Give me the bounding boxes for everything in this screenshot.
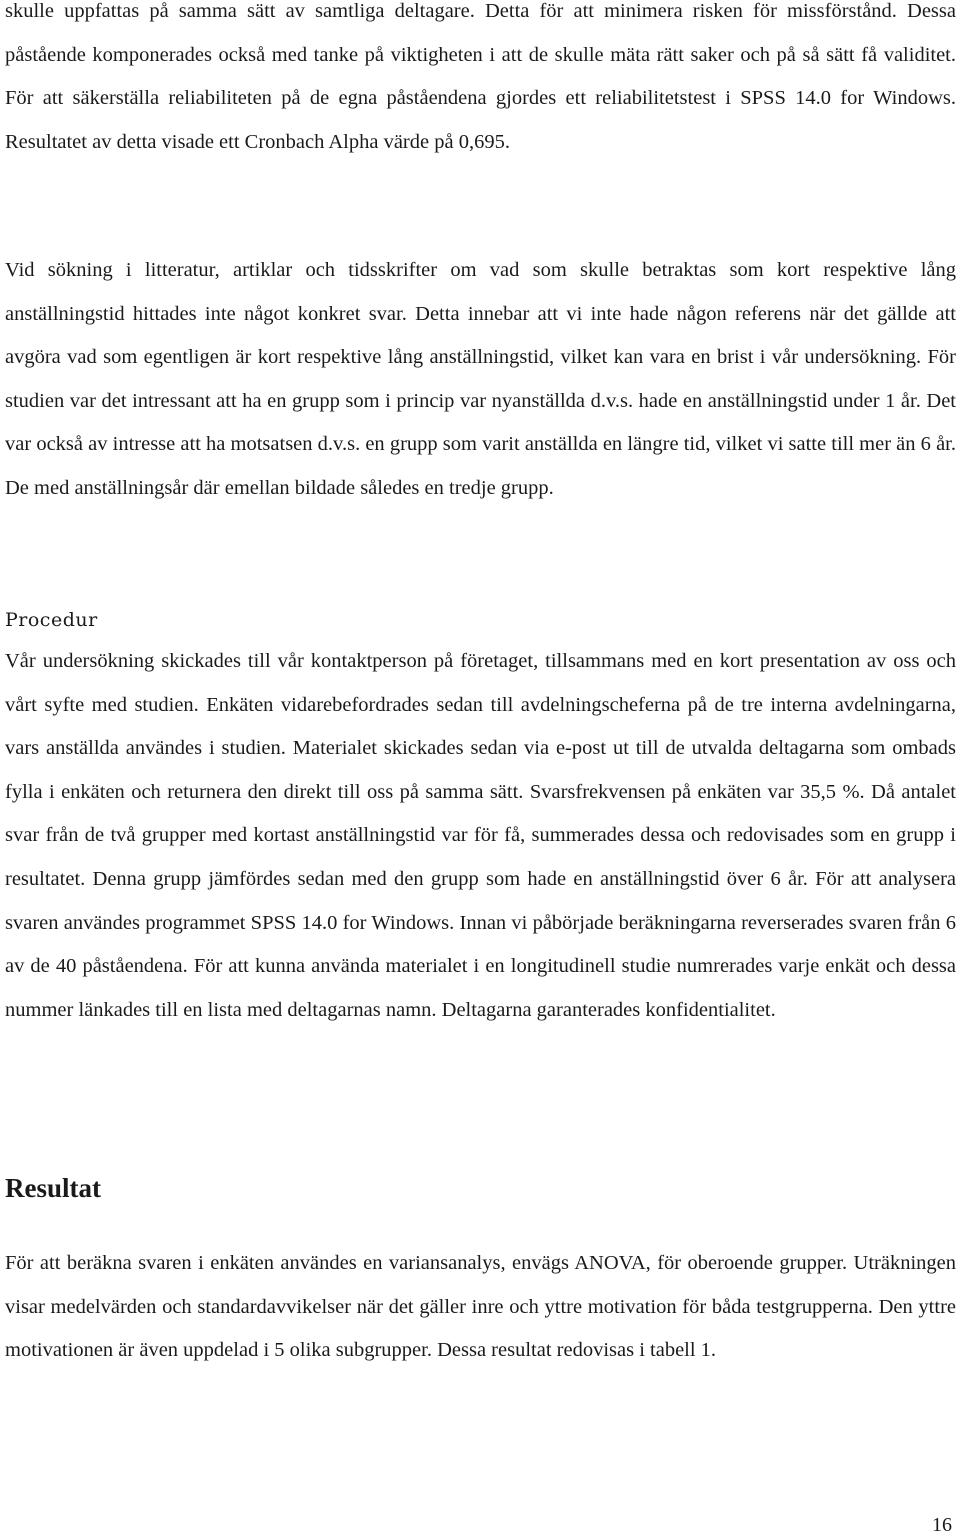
procedur-heading: Procedur bbox=[5, 609, 98, 631]
resultat-heading: Resultat bbox=[5, 1173, 101, 1203]
paragraph-resultat: För att beräkna svaren i enkäten användes en variansanalys, envägs ANOVA, för oberoende grupper. Uträkningen visar medelvärden och standardavvikelser när det gäller inre och yttre motivation för båda testgrupperna. Den yttre motivationen är även uppdelad i 5 olika subgrupper. Dessa resultat redovisas i tabell 1. bbox=[5, 1252, 956, 1362]
page-number: 16 bbox=[932, 1514, 952, 1536]
paragraph-method-validity: skulle uppfattas på samma sätt av samtliga deltagare. Detta för att minimera risken för missförstånd. Dessa påstående komponerades också med tanke på viktigheten i att de skulle mäta rätt saker och på så sätt få validitet. För att säkerställa reliabiliteten på de egna påståendena gjordes ett reliabilitetstest i SPSS 14.0 for Windows. Resultatet av detta visade ett Cronbach Alpha värde på 0,695. bbox=[5, 0, 956, 153]
paragraph-procedur: Vår undersökning skickades till vår kontaktperson på företaget, tillsammans med en kort presentation av oss och vårt syfte med studien. Enkäten vidarebefordrades sedan till avdelningscheferna på de tre interna avdelningarna, vars anställda användes i studien. Materialet skickades sedan via e-post ut till de utvalda deltagarna som ombads fylla i enkäten och returnera den direkt till oss på samma sätt. Svarsfrekvensen på enkäten var 35,5 %. Då antalet svar från de två grupper med kortast anställningstid var för få, summerades dessa och redovisades som en grupp i resultatet. Denna grupp jämfördes sedan med den grupp som hade en anställningstid över 6 år. För att analysera svaren användes programmet SPSS 14.0 for Windows. Innan vi påbörjade beräkningarna reverserades svaren från 6 av de 40 påståendena. För att kunna använda materialet i en longitudinell studie numrerades varje enkät och dessa nummer länkades till en lista med deltagarnas namn. Deltagarna garanterades konfidentialitet. bbox=[5, 650, 956, 1021]
paragraph-employment-duration: Vid sökning i litteratur, artiklar och tidsskrifter om vad som skulle betraktas som kort respektive lång anställningstid hittades inte något konkret svar. Detta innebar att vi inte hade någon referens när det gällde att avgöra vad som egentligen är kort respektive lång anställningstid, vilket kan vara en brist i vår undersökning. För studien var det intressant att ha en grupp som i princip var nyanställda d.v.s. hade en anställningstid under 1 år. Det var också av intresse att ha motsatsen d.v.s. en grupp som varit anställda en längre tid, vilket vi satte till mer än 6 år. De med anställningsår där emellan bildade således en tredje grupp. bbox=[5, 259, 956, 499]
